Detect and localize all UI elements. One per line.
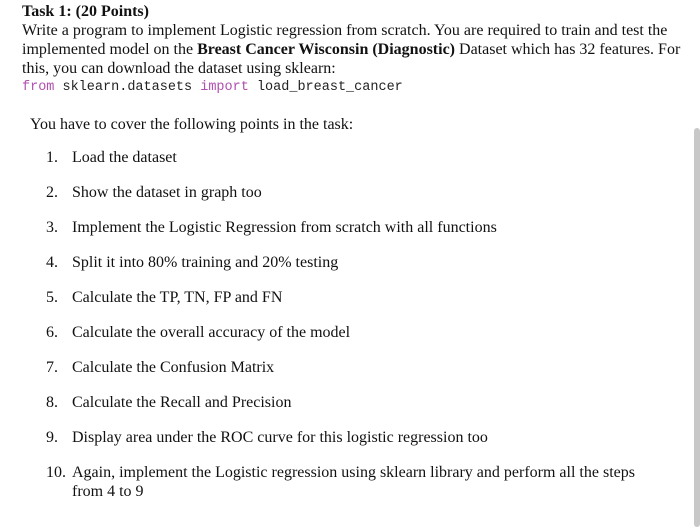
step-text: Calculate the Recall and Precision	[72, 394, 292, 411]
step-number: 9.	[46, 429, 58, 446]
list-item	[46, 253, 666, 288]
step-number: 5.	[46, 289, 58, 306]
steps-list	[46, 148, 666, 501]
dataset-name: Breast Cancer Wisconsin (Diagnostic)	[197, 41, 456, 58]
step-text: Split it into 80% training and 20% testing	[72, 254, 339, 271]
code-module: sklearn.datasets	[54, 80, 201, 95]
list-item	[46, 218, 666, 253]
list-item	[46, 463, 666, 501]
task-document	[22, 2, 682, 97]
list-item	[46, 323, 666, 358]
step-text: Calculate the Confusion Matrix	[72, 359, 275, 376]
step-number: 3.	[46, 219, 58, 236]
code-keyword-from: from	[22, 80, 55, 95]
step-text: Implement the Logistic Regression from scratch with all functions	[72, 219, 497, 236]
step-text: Load the dataset	[72, 149, 177, 166]
step-text: Calculate the TP, TN, FP and FN	[72, 289, 283, 306]
list-item	[46, 148, 666, 183]
step-text: Display area under the ROC curve for this logistic regression too	[72, 429, 488, 446]
code-snippet	[22, 79, 682, 97]
intro-text-1: Write a program to implement Logistic regression from scratch. You are required to train and test the implemented model on the	[22, 22, 668, 58]
step-text: Again, implement the Logistic regression using sklearn library and perform all the steps from 4 to 9	[72, 464, 635, 500]
code-function-name: load_breast_cancer	[248, 80, 403, 95]
task-title: Task 1: (20 Points)	[22, 3, 149, 20]
step-number: 2.	[46, 184, 58, 201]
list-item	[46, 358, 666, 393]
step-text: Calculate the overall accuracy of the model	[72, 324, 351, 341]
list-item	[46, 393, 666, 428]
list-item	[46, 428, 666, 463]
step-number: 6.	[46, 324, 58, 341]
vertical-scrollbar[interactable]	[694, 128, 700, 527]
step-text: Show the dataset in graph too	[72, 184, 262, 201]
task-intro	[22, 21, 682, 78]
code-keyword-import: import	[200, 80, 249, 95]
step-number: 8.	[46, 394, 58, 411]
list-item	[46, 288, 666, 323]
step-number: 4.	[46, 254, 58, 271]
cover-instructions: You have to cover the following points in the task:	[30, 116, 354, 133]
step-number: 7.	[46, 359, 58, 376]
step-number: 1.	[46, 149, 58, 166]
step-number: 10.	[46, 464, 66, 481]
list-item	[46, 183, 666, 218]
intro-text-2: Dataset which has 32 features. For this, you can download the dataset using sklearn:	[22, 41, 681, 77]
